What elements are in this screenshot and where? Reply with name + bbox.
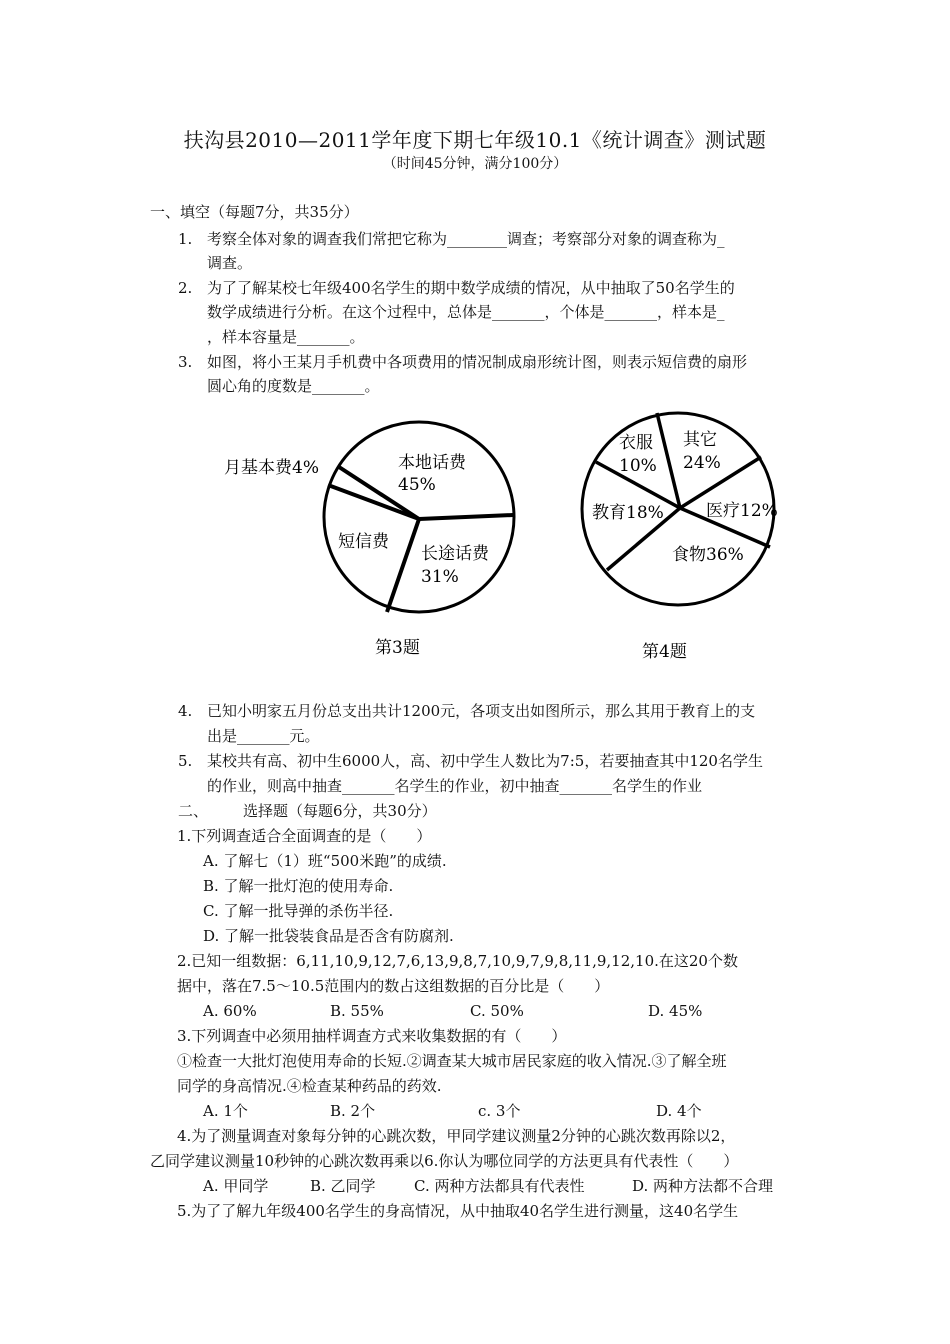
q4-line2: 出是_______元。 xyxy=(207,727,320,745)
page-subtitle: （时间45分钟，满分100分） xyxy=(382,156,568,172)
s2-q4-line1: 4.为了测量调查对象每分钟的心跳次数，甲同学建议测量2分钟的心跳次数再除以2， xyxy=(177,1127,736,1145)
q5-line2: 的作业，则高中抽查_______名学生的作业，初中抽查_______名学生的作业 xyxy=(207,777,703,795)
pie-q3-outside-label: 月基本费4% xyxy=(224,458,319,478)
q4-line1: 已知小明家五月份总支出共计1200元，各项支出如图所示，那么其用于教育上的支 xyxy=(207,702,756,720)
q2-line1: 为了了解某校七年级400名学生的期中数学成绩的情况，从中抽取了50名学生的 xyxy=(207,279,735,297)
s2-q3-option-a: A. 1个 xyxy=(203,1102,248,1120)
q2-line2: 数学成绩进行分析。在这个过程中，总体是_______，个体是_______，样本是_ xyxy=(207,303,725,321)
s2-q2-line1: 2.已知一组数据：6,11,10,9,12,7,6,13,9,8,7,10,9,7,9,8,11,9,12,10.在这20个数 xyxy=(177,952,738,970)
q5-number: 5. xyxy=(178,752,193,770)
s2-q2-option-b: B. 55% xyxy=(330,1002,384,1020)
section1-heading: 一、填空（每题7分，共35分） xyxy=(150,203,359,221)
q1-line1: 考察全体对象的调查我们常把它称为________调查；考察部分对象的调查称为_ xyxy=(207,230,725,248)
q5-line1: 某校共有高、初中生6000人，高、初中学生人数比为7:5，若要抽查其中120名学生 xyxy=(207,752,763,770)
s2-q1-option-d: D. 了解一批袋装食品是否含有防腐剂. xyxy=(203,927,454,945)
pie-q3-label-local: 本地话费 xyxy=(398,453,466,473)
s2-q3-option-d: D. 4个 xyxy=(656,1102,702,1120)
s2-q4-option-c: C. 两种方法都具有代表性 xyxy=(414,1177,585,1195)
s2-q1-stem: 1.下列调查适合全面调查的是（ ） xyxy=(177,827,432,845)
q3-number: 3. xyxy=(178,353,193,371)
s2-q4-line2: 乙同学建议测量10秒钟的心跳次数再乘以6.你认为哪位同学的方法更具有代表性（ ） xyxy=(150,1152,739,1170)
pie-q3-divider-local-long xyxy=(419,515,513,519)
q1-number: 1. xyxy=(178,230,193,248)
s2-q1-option-b: B. 了解一批灯泡的使用寿命. xyxy=(203,877,394,895)
q3-line2: 圆心角的度数是_______。 xyxy=(207,377,380,395)
q2-number: 2. xyxy=(178,279,193,297)
s2-q3-line1: ①检查一大批灯泡使用寿命的长短.②调查某大城市居民家庭的收入情况.③了解全班 xyxy=(177,1052,727,1070)
s2-q5-line1: 5.为了了解九年级400名学生的身高情况，从中抽取40名学生进行测量，这40名学生 xyxy=(177,1202,739,1220)
s2-q4-option-a: A. 甲同学 xyxy=(203,1177,269,1195)
pie-q4-value-clothes: 10% xyxy=(619,456,657,476)
pie-q4-label-food: 食物36% xyxy=(672,545,744,565)
pie-q4-label-edu: 教育18% xyxy=(592,503,664,523)
s2-q1-option-c: C. 了解一批导弹的杀伤半径. xyxy=(203,902,394,920)
q2-line3: ，样本容量是_______。 xyxy=(207,328,365,346)
s2-q2-option-d: D. 45% xyxy=(648,1002,703,1020)
s2-q2-option-a: A. 60% xyxy=(203,1002,257,1020)
page-title: 扶沟县2010—2011学年度下期七年级10.1《统计调查》测试题 xyxy=(183,128,767,152)
s2-q4-option-b: B. 乙同学 xyxy=(310,1177,376,1195)
q4-number: 4. xyxy=(178,702,193,720)
pie-chart-q4 xyxy=(582,413,778,662)
pie-q3-caption: 第3题 xyxy=(375,638,420,658)
s2-q3-stem: 3.下列调查中必须用抽样调查方式来收集数据的有（ ） xyxy=(177,1027,567,1045)
s2-q4-option-d: D. 两种方法都不合理 xyxy=(632,1177,774,1195)
pie-q4-label-other: 其它 xyxy=(683,430,717,450)
section2-heading-number: 二、 xyxy=(178,802,209,820)
pie-q3-divider-sms-long xyxy=(387,519,419,612)
pie-q3-value-long: 31% xyxy=(421,567,459,587)
q1-line2: 调查。 xyxy=(207,254,253,272)
pie-q3-label-long: 长途话费 xyxy=(421,544,489,564)
s2-q3-line2: 同学的身高情况.④检查某种药品的药效. xyxy=(177,1077,442,1095)
pie-q4-label-medical: 医疗12% xyxy=(706,501,778,521)
s2-q2-line2: 据中，落在7.5～10.5范围内的数占这组数据的百分比是（ ） xyxy=(177,977,610,995)
pie-chart-q3 xyxy=(224,422,514,658)
s2-q3-option-c: c. 3个 xyxy=(478,1102,521,1120)
pie-q3-label-sms: 短信费 xyxy=(338,532,389,552)
section2-heading: 选择题（每题6分，共30分） xyxy=(243,802,437,820)
pie-q4-caption: 第4题 xyxy=(642,642,687,662)
s2-q3-option-b: B. 2个 xyxy=(330,1102,376,1120)
pie-q4-value-other: 24% xyxy=(683,453,721,473)
s2-q1-option-a: A. 了解七（1）班“500米跑”的成绩. xyxy=(203,852,447,870)
pie-q4-divider-clothes-other xyxy=(657,413,680,508)
pie-q3-value-local: 45% xyxy=(398,475,436,495)
s2-q2-option-c: C. 50% xyxy=(470,1002,524,1020)
q3-line1: 如图，将小王某月手机费中各项费用的情况制成扇形统计图，则表示短信费的扇形 xyxy=(207,353,748,371)
pie-q4-label-clothes: 衣服 xyxy=(619,433,653,453)
